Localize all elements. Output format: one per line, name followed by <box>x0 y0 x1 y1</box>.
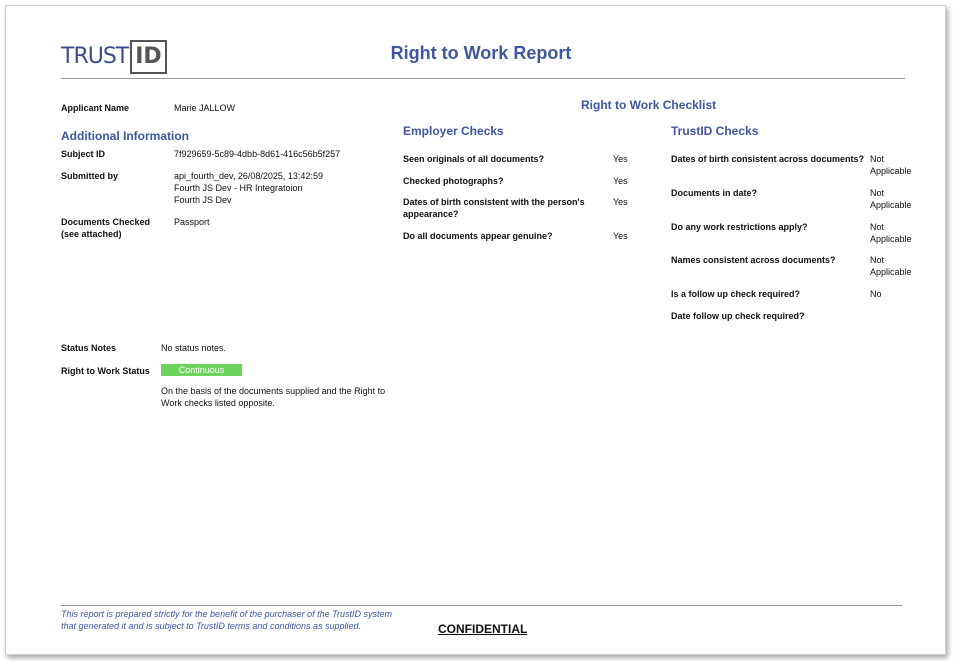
trustid-check-question: Names consistent across documents? <box>671 255 836 265</box>
status-notes-value: No status notes. <box>161 343 227 353</box>
trustid-logo <box>61 40 167 74</box>
rtw-status-label: Right to Work Status <box>61 366 150 376</box>
documents-checked-label: Documents Checked <box>61 217 151 227</box>
trustid-check-answer: No <box>870 289 882 299</box>
submitted-by-line-2: Fourth JS Dev - HR Integratoion <box>174 183 303 193</box>
employer-checks-heading: Employer Checks <box>403 124 504 138</box>
documents-checked-sublabel: (see attached) <box>61 229 122 239</box>
checklist-heading: Right to Work Checklist <box>581 98 717 112</box>
footer-divider <box>61 605 902 606</box>
trustid-check-answer: Not <box>870 154 885 164</box>
employer-check-answer: Yes <box>613 154 628 164</box>
documents-checked-value: Passport <box>174 217 210 227</box>
footer-disclaimer <box>61 608 441 632</box>
trustid-check-question: Date follow up check required? <box>671 311 805 321</box>
applicant-name-value: Marie JALLOW <box>174 103 236 113</box>
applicant-name-label: Applicant Name <box>61 103 130 113</box>
trustid-check-question: Documents in date? <box>671 188 758 198</box>
trustid-check-answer-cont: Applicable <box>870 166 912 176</box>
trustid-check-answer-cont: Applicable <box>870 200 912 210</box>
trustid-check-answer-cont: Applicable <box>870 234 912 244</box>
employer-check-question-cont: appearance? <box>403 209 459 219</box>
submitted-by-line-3: Fourth JS Dev <box>174 195 232 205</box>
logo-text: TRUST <box>61 44 129 69</box>
trustid-checks-heading: TrustID Checks <box>671 124 759 138</box>
employer-check-answer: Yes <box>613 197 628 207</box>
basis-line-1: On the basis of the documents supplied and the Right to <box>161 386 386 396</box>
employer-check-question: Do all documents appear genuine? <box>403 231 553 241</box>
trustid-check-question: Dates of birth consistent across documents? <box>671 154 865 164</box>
submitted-by-line-1: api_fourth_dev, 26/08/2025, 13:42:59 <box>174 171 323 181</box>
report-page <box>5 5 946 655</box>
employer-check-answer: Yes <box>613 231 628 241</box>
trustid-check-question: Is a follow up check required? <box>671 289 801 299</box>
submitted-by-label: Submitted by <box>61 171 119 181</box>
employer-check-question: Dates of birth consistent with the person's <box>403 197 585 207</box>
status-notes-label: Status Notes <box>61 343 117 353</box>
trustid-check-answer: Not <box>870 222 885 232</box>
trustid-check-question: Do any work restrictions apply? <box>671 222 808 232</box>
footer-disclaimer-line-1: This report is prepared strictly for the benefit of the purchaser of the TrustID system <box>61 609 392 619</box>
trustid-check-answer-cont: Applicable <box>870 267 912 277</box>
trustid-check-answer: Not <box>870 188 885 198</box>
status-badge: Continuous <box>161 364 242 376</box>
employer-check-question: Checked photographs? <box>403 176 504 186</box>
subject-id-value: 7f929659-5c89-4dbb-8d61-416c56b5f257 <box>174 149 341 159</box>
basis-line-2: Work checks listed opposite. <box>161 398 275 408</box>
employer-check-answer: Yes <box>613 176 628 186</box>
header-divider <box>61 78 905 79</box>
subject-id-label: Subject ID <box>61 149 106 159</box>
confidential-label: CONFIDENTIAL <box>438 622 528 636</box>
footer-disclaimer-line-2: that generated it and is subject to TrustID terms and conditions as supplied. <box>61 621 361 631</box>
employer-check-question: Seen originals of all documents? <box>403 154 545 164</box>
additional-info-heading: Additional Information <box>61 129 189 143</box>
logo-id-box: ID <box>130 40 166 74</box>
page-title: Right to Work Report <box>390 43 572 63</box>
trustid-check-answer: Not <box>870 255 885 265</box>
